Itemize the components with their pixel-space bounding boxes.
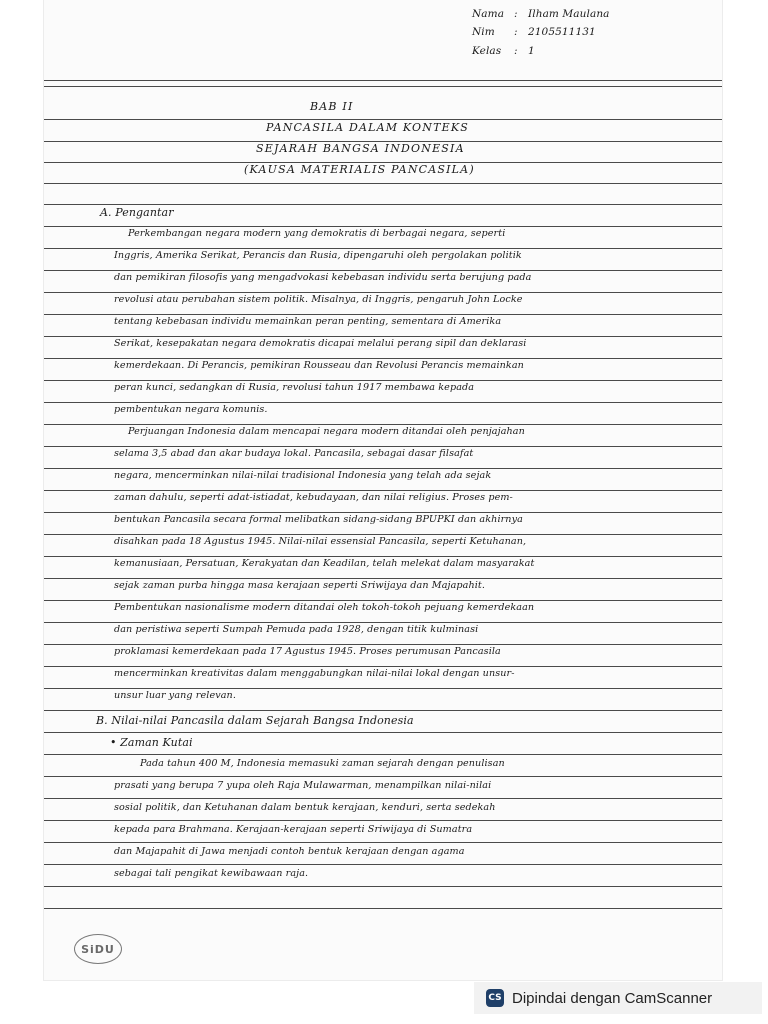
ruled-line <box>44 490 722 491</box>
ruled-line <box>44 292 722 293</box>
ruled-line <box>44 908 722 909</box>
section-a-line: peran kunci, sedangkan di Rusia, revolusi tahun 1917 membawa kepada <box>114 382 475 393</box>
camscanner-watermark <box>474 982 762 1014</box>
section-a-line: kemanusiaan, Persatuan, Kerakyatan dan Keadilan, telah melekat dalam masyarakat <box>114 558 535 569</box>
chapter-title-line3: (KAUSA MATERIALIS PANCASILA) <box>244 163 475 176</box>
notebook-page <box>44 0 722 980</box>
section-a-line: sejak zaman purba hingga masa kerajaan seperti Sriwijaya dan Majapahit. <box>114 580 486 591</box>
chapter-title-line1: PANCASILA DALAM KONTEKS <box>266 121 470 134</box>
ruled-line <box>44 600 722 601</box>
sidu-logo-text: SiDU <box>81 942 115 956</box>
ruled-line <box>44 798 722 799</box>
colon: : <box>514 26 518 38</box>
ruled-line <box>44 710 722 711</box>
ruled-line <box>44 80 722 81</box>
ruled-line <box>44 886 722 887</box>
chapter-title-line2: SEJARAH BANGSA INDONESIA <box>256 142 465 155</box>
ruled-line <box>44 248 722 249</box>
ruled-line <box>44 732 722 733</box>
section-b-heading: B. Nilai-nilai Pancasila dalam Sejarah Bangsa Indonesia <box>96 714 414 727</box>
section-a-line: kemerdekaan. Di Perancis, pemikiran Rousseau dan Revolusi Perancis memainkan <box>114 360 524 371</box>
section-a-line: proklamasi kemerdekaan pada 17 Agustus 1945. Proses perumusan Pancasila <box>114 646 501 657</box>
section-a-line: tentang kebebasan individu memainkan peran penting, sementara di Amerika <box>114 316 502 327</box>
ruled-line <box>44 754 722 755</box>
ruled-line <box>44 556 722 557</box>
sidu-logo <box>74 934 122 964</box>
colon: : <box>514 8 518 20</box>
nim-label: Nim <box>472 26 495 38</box>
section-a-line: Perkembangan negara modern yang demokratis di berbagai negara, seperti <box>128 228 506 239</box>
ruled-line <box>44 622 722 623</box>
section-a-line: disahkan pada 18 Agustus 1945. Nilai-nilai essensial Pancasila, seperti Ketuhanan, <box>114 536 527 547</box>
ruled-line <box>44 358 722 359</box>
ruled-line <box>44 183 722 184</box>
section-a-line: Perjuangan Indonesia dalam mencapai negara modern ditandai oleh penjajahan <box>128 426 525 437</box>
ruled-line <box>44 820 722 821</box>
section-a-line: dan peristiwa seperti Sumpah Pemuda pada 1928, dengan titik kulminasi <box>114 624 479 635</box>
section-b-bullet-zaman-kutai: • Zaman Kutai <box>110 736 193 749</box>
section-a-line: Pembentukan nasionalisme modern ditandai oleh tokoh-tokoh pejuang kemerdekaan <box>114 602 535 613</box>
camscanner-icon: CS <box>486 989 504 1007</box>
kelas-value: 1 <box>528 45 535 57</box>
section-a-line: pembentukan negara komunis. <box>114 404 268 415</box>
kelas-label: Kelas <box>472 45 502 57</box>
ruled-line <box>44 270 722 271</box>
ruled-line <box>44 86 722 87</box>
section-a-line: negara, mencerminkan nilai-nilai tradisional Indonesia yang telah ada sejak <box>114 470 492 481</box>
section-a-line: revolusi atau perubahan sistem politik. Misalnya, di Inggris, pengaruh John Locke <box>114 294 523 305</box>
section-b-line: Pada tahun 400 M, Indonesia memasuki zaman sejarah dengan penulisan <box>140 758 505 769</box>
ruled-line <box>44 424 722 425</box>
ruled-line <box>44 842 722 843</box>
section-b-line: dan Majapahit di Jawa menjadi contoh bentuk kerajaan dengan agama <box>114 846 465 857</box>
chapter-number: BAB II <box>310 100 354 113</box>
ruled-line <box>44 314 722 315</box>
ruled-line <box>44 864 722 865</box>
section-a-line: unsur luar yang relevan. <box>114 690 236 701</box>
section-b-line: prasati yang berupa 7 yupa oleh Raja Mulawarman, menampilkan nilai-nilai <box>114 780 492 791</box>
section-b-line: kepada para Brahmana. Kerajaan-kerajaan seperti Sriwijaya di Sumatra <box>114 824 473 835</box>
nama-label: Nama <box>472 8 505 20</box>
ruled-line <box>44 226 722 227</box>
ruled-line <box>44 512 722 513</box>
section-b-line: sosial politik, dan Ketuhanan dalam bentuk kerajaan, kenduri, serta sedekah <box>114 802 496 813</box>
camscanner-text: Dipindai dengan CamScanner <box>512 989 713 1007</box>
ruled-line <box>44 380 722 381</box>
section-a-line: dan pemikiran filosofis yang mengadvokasi kebebasan individu serta berujung pada <box>114 272 532 283</box>
section-a-line: Inggris, Amerika Serikat, Perancis dan Rusia, dipengaruhi oleh pergolakan politik <box>114 250 522 261</box>
section-a-line: zaman dahulu, seperti adat-istiadat, kebudayaan, dan nilai religius. Proses pem- <box>114 492 513 503</box>
section-a-line: selama 3,5 abad dan akar budaya lokal. Pancasila, sebagai dasar filsafat <box>114 448 474 459</box>
section-a-line: Serikat, kesepakatan negara demokratis dicapai melalui perang sipil dan deklarasi <box>114 338 527 349</box>
ruled-line <box>44 336 722 337</box>
ruled-line <box>44 578 722 579</box>
ruled-line <box>44 776 722 777</box>
ruled-line <box>44 666 722 667</box>
nim-value: 2105511131 <box>528 26 596 38</box>
ruled-line <box>44 446 722 447</box>
section-a-line: mencerminkan kreativitas dalam menggabungkan nilai-nilai lokal dengan unsur- <box>114 668 515 679</box>
ruled-line <box>44 688 722 689</box>
colon: : <box>514 45 518 57</box>
ruled-line <box>44 204 722 205</box>
ruled-line <box>44 468 722 469</box>
section-a-line: bentukan Pancasila secara formal melibatkan sidang-sidang BPUPKI dan akhirnya <box>114 514 523 525</box>
section-b-line: sebagai tali pengikat kewibawaan raja. <box>114 868 309 879</box>
nama-value: Ilham Maulana <box>528 8 610 20</box>
ruled-line <box>44 119 722 120</box>
section-a-heading: A. Pengantar <box>100 206 174 219</box>
ruled-line <box>44 402 722 403</box>
ruled-line <box>44 644 722 645</box>
ruled-line <box>44 534 722 535</box>
